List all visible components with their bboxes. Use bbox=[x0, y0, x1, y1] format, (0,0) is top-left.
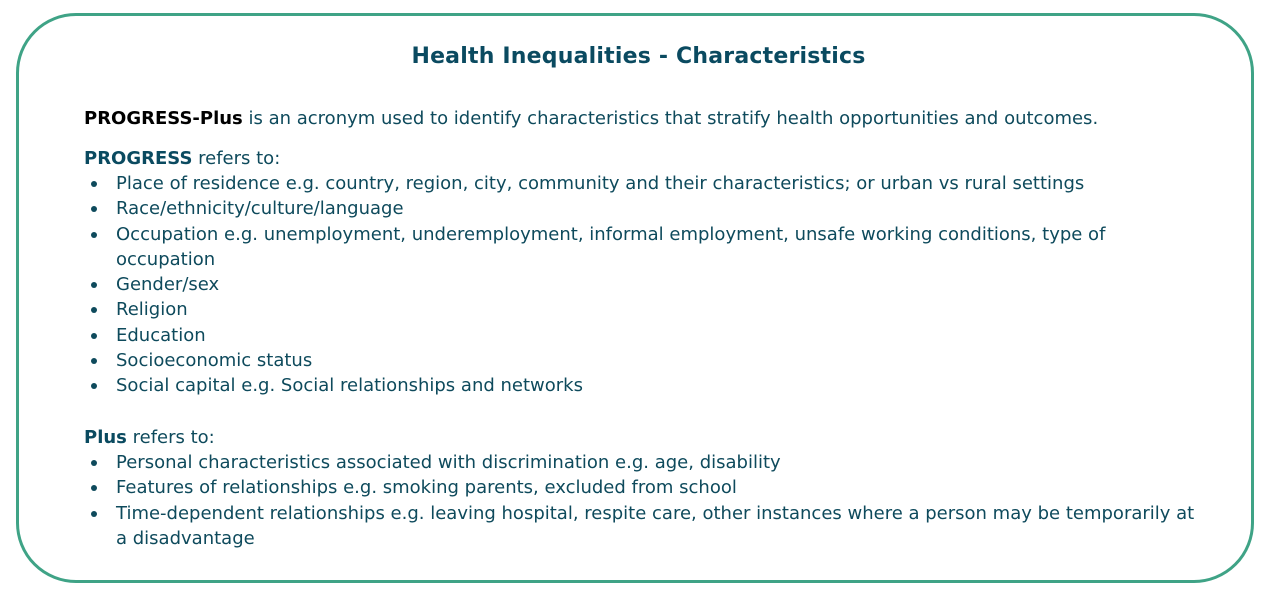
plus-lead-text: refers to: bbox=[126, 427, 215, 448]
list-item: Socioeconomic status bbox=[84, 348, 1196, 373]
list-item: Features of relationships e.g. smoking parents, excluded from school bbox=[84, 475, 1196, 500]
intro-term: PROGRESS-Plus bbox=[84, 108, 243, 129]
progress-term: PROGRESS bbox=[84, 148, 193, 169]
plus-lead bbox=[84, 425, 1196, 450]
intro-text: is an acronym used to identify characteristics that stratify health opportunities and outcomes. bbox=[242, 108, 1099, 129]
progress-lead-text: refers to: bbox=[192, 148, 281, 169]
list-item: Occupation e.g. unemployment, underemployment, informal employment, unsafe working conditions, type of occupation bbox=[84, 222, 1196, 273]
progress-lead bbox=[84, 146, 1196, 171]
list-item: Race/ethnicity/culture/language bbox=[84, 196, 1196, 221]
intro-paragraph bbox=[84, 108, 1098, 129]
list-item: Gender/sex bbox=[84, 272, 1196, 297]
list-item: Time-dependent relationships e.g. leaving hospital, respite care, other instances where a person may be temporarily at a disadvantage bbox=[84, 501, 1196, 552]
plus-term: Plus bbox=[84, 427, 127, 448]
list-item: Personal characteristics associated with discrimination e.g. age, disability bbox=[84, 450, 1196, 475]
list-item: Religion bbox=[84, 297, 1196, 322]
plus-section bbox=[84, 425, 1196, 551]
progress-list bbox=[84, 171, 1196, 399]
page-title: Health Inequalities - Characteristics bbox=[411, 44, 866, 69]
list-item: Place of residence e.g. country, region, city, community and their characteristics; or urban vs rural settings bbox=[84, 171, 1196, 196]
list-item: Social capital e.g. Social relationships and networks bbox=[84, 373, 1196, 398]
progress-section bbox=[84, 146, 1196, 399]
plus-list bbox=[84, 450, 1196, 551]
list-item: Education bbox=[84, 323, 1196, 348]
